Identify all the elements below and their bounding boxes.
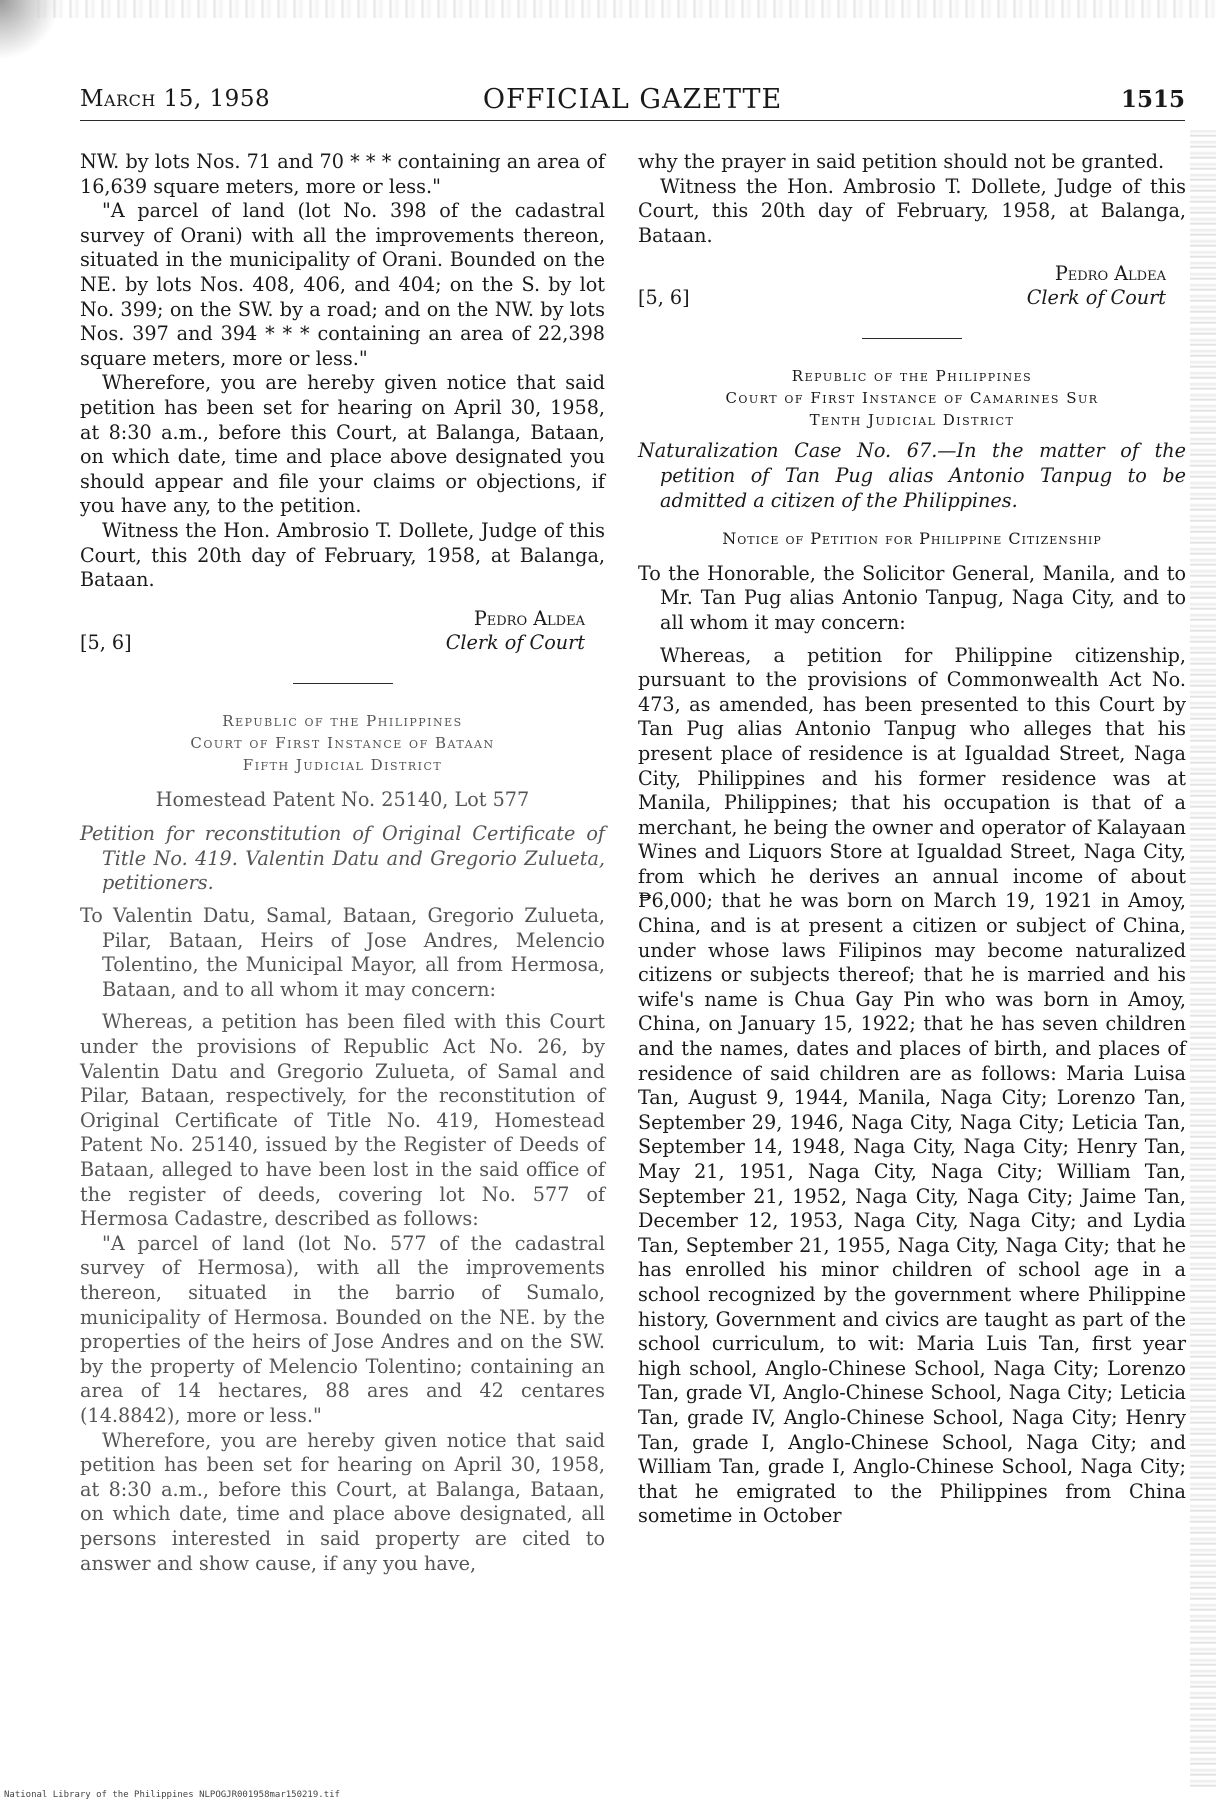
clerk-name: Pedro Aldea xyxy=(1054,262,1166,286)
addressees: To the Honorable, the Solicitor General, Manila, and to Mr. Tan Pug alias Antonio Tanpug, Naga City, and to all whom it may concern: xyxy=(638,561,1186,634)
case-caption: Naturalization Case No. 67.—In the matter of the petition of Tan Pug alias Antonio Tanpug to be admitted a citizen of the Philippines. xyxy=(638,439,1186,512)
left-paragraph-2: "A parcel of land (lot No. 398 of the cadastral survey of Orani) with all the improvements thereon, situated in the municipality of Orani. Bounded on the NE. by lots Nos. 408, 406, and 404; on the S. by lot No. 399; on the SW. by a road; and on the NW. by lots Nos. 397 and 394 * * * containing an area of 22,398 square meters, more or less." xyxy=(80,199,605,370)
addressees: To Valentin Datu, Samal, Bataan, Gregorio Zulueta, Pilar, Bataan, Heirs of Jose Andres, Melencio Tolentino, the Municipal Mayor, all from Hermosa, Bataan, and to all whom it may concern: xyxy=(80,904,605,1001)
court-heading-2: Court of First Instance of Camarines Sur xyxy=(725,389,1099,408)
section-divider xyxy=(862,338,962,339)
left-column xyxy=(80,150,605,1576)
right-column xyxy=(638,150,1186,1529)
left-paragraph-1: NW. by lots Nos. 71 and 70 * * * containing an area of 16,639 square meters, more or less." xyxy=(80,150,605,198)
issue-reference: [5, 6] xyxy=(638,286,690,310)
patent-line: Homestead Patent No. 25140, Lot 577 xyxy=(155,787,530,811)
court-heading-1: Republic of the Philippines xyxy=(222,711,463,730)
court-heading-1: Republic of the Philippines xyxy=(791,367,1033,386)
issue-reference: [5, 6] xyxy=(80,630,132,654)
notice-title: Notice of Petition for Philippine Citizenship xyxy=(722,529,1102,549)
left-paragraph-5: Whereas, a petition has been filed with this Court under the provisions of Republic Act No. 26, by Valentin Datu and Gregorio Zulueta, of Samal and Pilar, Bataan, respectively, for the reconstitution of Original Certificate of Title No. 419, Homestead Patent No. 25140, issued by the Register of Deeds of Bataan, alleged to have been lost in the said office of the register of deeds, covering lot No. 577 of Hermosa Cadastre, described as follows: xyxy=(80,1010,605,1231)
court-heading-3: Fifth Judicial District xyxy=(242,755,443,774)
left-paragraph-4: Witness the Hon. Ambrosio T. Dollete, Judge of this Court, this 20th day of February, 1958, at Balanga, Bataan. xyxy=(80,518,605,592)
clerk-title: Clerk of Court xyxy=(1026,286,1166,310)
clerk-title: Clerk of Court xyxy=(445,630,585,654)
scan-noise-right xyxy=(1190,130,1216,1790)
page-header xyxy=(80,86,1185,121)
bataan-notice xyxy=(80,710,605,1576)
left-paragraph-7: Wherefore, you are hereby given notice that said petition has been set for hearing on April 30, 1958, at 8:30 a.m., before this Court, at Balanga, Bataan, on which date, time and place above designated, all persons interested in said property are cited to answer and show cause, if any you have, xyxy=(80,1428,605,1575)
page-number: 1515 xyxy=(1120,86,1185,113)
header-title: OFFICIAL GAZETTE xyxy=(482,84,783,115)
court-heading-2: Court of First Instance of Bataan xyxy=(190,733,495,752)
petition-caption: Petition for reconstitution of Original Certificate of Title No. 419. Valentin Datu and Gregorio Zulueta, petitioners. xyxy=(80,822,605,895)
section-divider xyxy=(293,683,393,684)
right-signature-block xyxy=(638,262,1186,316)
scan-noise-top xyxy=(0,0,1216,18)
clerk-name: Pedro Aldea xyxy=(473,606,585,630)
left-paragraph-3: Wherefore, you are hereby given notice that said petition has been set for hearing on April 30, 1958, at 8:30 a.m., before this Court, at Balanga, Bataan, on which date, time and place above designated you should appear and file your claims or objections, if you have any, to the petition. xyxy=(80,371,605,518)
scan-noise-corner xyxy=(0,0,60,60)
left-signature-block-1 xyxy=(80,607,605,661)
right-paragraph-1: why the prayer in said petition should not be granted. xyxy=(638,150,1165,173)
header-date: March 15, 1958 xyxy=(80,86,271,112)
scan-footer: National Library of the Philippines NLPOGJR001958mar150219.tif xyxy=(4,1790,340,1800)
right-paragraph-2: Witness the Hon. Ambrosio T. Dollete, Judge of this Court, this 20th day of February, 1958, at Balanga, Bataan. xyxy=(638,174,1186,247)
right-paragraph-3: Whereas, a petition for Philippine citizenship, pursuant to the provisions of Commonwealth Act No. 473, as amended, has been presented to this Court by Tan Pug alias Antonio Tanpug who alleges that his present place of residence is at Igualdad Street, Naga City, Philippines and his former residence was at Manila, Philippines; that his occupation is that of a merchant, he being the owner and operator of Kalayaan Wines and Liquors Store at Igualdad Street, Naga City, from which he derives an annual income of about ₱6,000; that he was born on March 19, 1921 in Amoy, China, and is at present a citizen or subject of China, under whose laws Filipinos may become naturalized citizens or subjects thereof; that he is married and his wife's name is Chua Gay Pin who was born in Amoy, China, on January 15, 1922; that he has seven children and the names, dates and places of birth, and places of residence of said children are as follows: Maria Luisa Tan, August 9, 1944, Manila, Naga City; Lorenzo Tan, September 29, 1946, Naga City, Naga City; Leticia Tan, September 14, 1948, Naga City, Naga City; Henry Tan, May 21, 1951, Naga City, Naga City; William Tan, September 21, 1952, Naga City, Naga City; Jaime Tan, December 12, 1953, Naga City, Naga City; and Lydia Tan, September 21, 1955, Naga City, Naga City; that he has enrolled his minor children of school age in a school recognized by the government where Philippine history, Government and civics are taught as part of the school curriculum, to wit: Maria Luis Tan, first year high school, Anglo-Chinese School, Naga City; Lorenzo Tan, grade VI, Anglo-Chinese School, Naga City; Leticia Tan, grade IV, Anglo-Chinese School, Naga City; Henry Tan, grade I, Anglo-Chinese School, Naga City; and William Tan, grade I, Anglo-Chinese School, Naga City; that he emigrated to the Philippines from China sometime in October xyxy=(638,643,1186,1528)
left-paragraph-6: "A parcel of land (lot No. 577 of the cadastral survey of Hermosa), with all the improvements thereon, situated in the barrio of Sumalo, municipality of Hermosa. Bounded on the NE. by the properties of the heirs of Jose Andres and on the SW. by the property of Melencio Tolentino; containing an area of 14 hectares, 88 ares and 42 centares (14.8842), more or less." xyxy=(80,1231,605,1427)
court-heading-3: Tenth Judicial District xyxy=(809,411,1015,430)
